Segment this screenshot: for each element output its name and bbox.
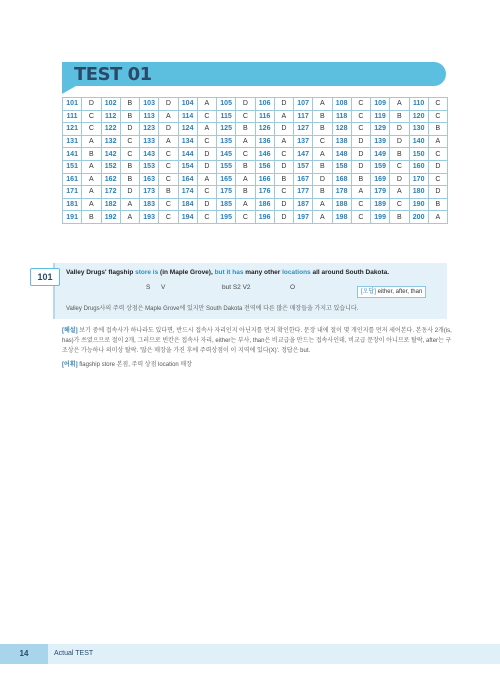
answer-letter-cell: D (351, 148, 370, 161)
answer-letter-cell: A (82, 198, 101, 211)
answer-letter-cell: D (274, 160, 293, 173)
footer-title: Actual TEST (54, 650, 94, 657)
answer-letter-cell: B (390, 211, 409, 224)
answer-letter-cell: A (274, 135, 293, 148)
answer-letter-cell: C (159, 173, 178, 186)
question-number-cell: 122 (101, 123, 120, 136)
question-number-cell: 175 (217, 186, 236, 199)
answer-letter-cell: D (351, 160, 370, 173)
question-number-cell: 189 (371, 198, 390, 211)
question-number-cell: 130 (409, 123, 428, 136)
question-number-cell: 107 (294, 98, 313, 111)
explanation-text: 보기 중에 접속사가 하나라도 있다면, 반드시 접속사 자리인지 아닌지를 먼저 확인한다. 문장 내에 절이 몇 개인지를 먼저 세어본다. 본동사 2개(is, has)가 쓰였으므로 절이 2개, 그러므로 빈칸은 접속사 자리, either는 부사, than은 비교급을 만드는 접속사인데, 비교급 문장이 아니므로 탈락, after는 구조상은 가능하나 의미상 탈락. '많은 매장을 가진 후에 주력상점이 이 지역에 있다(X)'. 정답은 but. (62, 328, 452, 354)
question-number-cell: 170 (409, 173, 428, 186)
question-number-cell: 196 (255, 211, 274, 224)
answer-letter-cell: B (120, 160, 139, 173)
question-number-cell: 135 (217, 135, 236, 148)
question-number-cell: 168 (332, 173, 351, 186)
question-number-cell: 151 (63, 160, 82, 173)
answer-letter-cell: C (159, 211, 178, 224)
answer-letter-cell: D (390, 123, 409, 136)
answer-letter-cell: C (390, 160, 409, 173)
question-number-cell: 101 (63, 98, 82, 111)
answer-row (63, 110, 448, 123)
answer-letter-cell: D (120, 186, 139, 199)
wrong-answer-hint: [오답] either, after, than (357, 286, 426, 298)
question-number-cell: 115 (217, 110, 236, 123)
question-number-cell: 104 (178, 98, 197, 111)
banner-tail (62, 86, 76, 94)
question-number-cell: 188 (332, 198, 351, 211)
question-number-cell: 157 (294, 160, 313, 173)
question-number-cell: 186 (255, 198, 274, 211)
question-number-cell: 110 (409, 98, 428, 111)
question-number-cell: 185 (217, 198, 236, 211)
answer-letter-cell: D (390, 173, 409, 186)
answer-letter-cell: D (197, 198, 216, 211)
test-title-banner (62, 62, 446, 86)
answer-letter-cell: A (428, 211, 447, 224)
question-number-cell: 150 (409, 148, 428, 161)
answer-letter-cell: A (159, 135, 178, 148)
question-translation: Valley Drugs사의 주력 상점은 Maple Grove에 있지만 South Dakota 전역에 다른 많은 매장들을 가지고 있습니다. (66, 306, 359, 312)
question-number-cell: 124 (178, 123, 197, 136)
answer-letter-cell: C (351, 123, 370, 136)
grammar-object: O (290, 284, 296, 291)
question-number-cell: 183 (140, 198, 159, 211)
answer-letter-cell: C (197, 110, 216, 123)
vocab-label: [어휘] (62, 362, 78, 368)
answer-letter-cell: C (428, 148, 447, 161)
question-number-cell: 181 (63, 198, 82, 211)
answer-letter-cell: D (428, 186, 447, 199)
question-number-cell: 184 (178, 198, 197, 211)
question-number-cell: 102 (101, 98, 120, 111)
question-number-cell: 136 (255, 135, 274, 148)
answer-letter-cell: C (274, 186, 293, 199)
question-number-cell: 143 (140, 148, 159, 161)
answer-letter-cell: C (82, 110, 101, 123)
answer-letter-cell: C (274, 148, 293, 161)
test-title: TEST 01 (74, 64, 152, 85)
question-number-cell: 105 (217, 98, 236, 111)
answer-row (63, 98, 448, 111)
answer-letter-cell: B (351, 173, 370, 186)
answer-letter-cell: A (197, 173, 216, 186)
answer-letter-cell: B (390, 148, 409, 161)
question-number-cell: 117 (294, 110, 313, 123)
question-number-cell: 155 (217, 160, 236, 173)
question-number-cell: 162 (101, 173, 120, 186)
explanation-label: [해설] (62, 328, 78, 334)
question-number-cell: 120 (409, 110, 428, 123)
answer-letter-cell: A (120, 211, 139, 224)
answer-letter-cell: A (197, 123, 216, 136)
question-number-cell: 160 (409, 160, 428, 173)
question-number-cell: 114 (178, 110, 197, 123)
question-number-cell: 165 (217, 173, 236, 186)
question-number-cell: 126 (255, 123, 274, 136)
question-number-cell: 118 (332, 110, 351, 123)
question-number-cell: 163 (140, 173, 159, 186)
answer-letter-cell: B (428, 198, 447, 211)
answer-letter-cell: D (197, 148, 216, 161)
answer-letter-cell: B (274, 173, 293, 186)
answer-letter-cell: A (313, 98, 332, 111)
answer-letter-cell: D (159, 123, 178, 136)
answer-letter-cell: D (274, 198, 293, 211)
answer-letter-cell: A (82, 186, 101, 199)
answer-letter-cell: C (159, 160, 178, 173)
question-number-cell: 169 (371, 173, 390, 186)
answer-row (63, 173, 448, 186)
answer-letter-cell: A (82, 160, 101, 173)
answer-letter-cell: B (313, 123, 332, 136)
answer-letter-cell: C (390, 198, 409, 211)
answer-letter-cell: B (82, 211, 101, 224)
question-number-cell: 140 (409, 135, 428, 148)
question-number-cell: 125 (217, 123, 236, 136)
question-number-cell: 166 (255, 173, 274, 186)
grammar-subject: S (146, 284, 151, 291)
answer-letter-cell: D (428, 160, 447, 173)
question-number-cell: 191 (63, 211, 82, 224)
answer-letter-cell: D (159, 98, 178, 111)
answer-letter-cell: D (120, 123, 139, 136)
question-number-cell: 142 (101, 148, 120, 161)
question-number-cell: 172 (101, 186, 120, 199)
answer-letter-cell: A (82, 173, 101, 186)
answer-letter-cell: C (313, 135, 332, 148)
question-number-cell: 154 (178, 160, 197, 173)
answer-letter-cell: A (390, 98, 409, 111)
answer-row (63, 198, 448, 211)
question-number-cell: 113 (140, 110, 159, 123)
question-number-cell: 164 (178, 173, 197, 186)
answer-letter-cell: C (159, 198, 178, 211)
answer-letter-cell: A (159, 110, 178, 123)
answer-letter-cell: C (351, 98, 370, 111)
answer-letter-cell: C (159, 148, 178, 161)
grammar-verb: V (161, 284, 166, 291)
question-number-cell: 167 (294, 173, 313, 186)
question-number-cell: 108 (332, 98, 351, 111)
answer-key-table (62, 97, 448, 224)
answer-letter-cell: C (197, 186, 216, 199)
question-number-cell: 116 (255, 110, 274, 123)
answer-letter-cell: D (313, 173, 332, 186)
question-number-cell: 111 (63, 110, 82, 123)
answer-row (63, 160, 448, 173)
question-number-cell: 103 (140, 98, 159, 111)
answer-letter-cell: D (274, 98, 293, 111)
question-number-cell: 179 (371, 186, 390, 199)
question-number-cell: 133 (140, 135, 159, 148)
question-number-cell: 109 (371, 98, 390, 111)
answer-letter-cell: C (120, 135, 139, 148)
answer-letter-cell: B (313, 186, 332, 199)
question-number-cell: 158 (332, 160, 351, 173)
answer-letter-cell: B (120, 98, 139, 111)
question-number-cell: 129 (371, 123, 390, 136)
question-number-cell: 134 (178, 135, 197, 148)
answer-letter-cell: D (197, 160, 216, 173)
question-number-cell: 156 (255, 160, 274, 173)
question-number-cell: 123 (140, 123, 159, 136)
question-number-cell: 141 (63, 148, 82, 161)
answer-letter-cell: C (236, 211, 255, 224)
answer-letter-cell: A (351, 186, 370, 199)
question-number-cell: 139 (371, 135, 390, 148)
question-number-cell: 195 (217, 211, 236, 224)
question-number-cell: 190 (409, 198, 428, 211)
question-number-cell: 192 (101, 211, 120, 224)
answer-row (63, 211, 448, 224)
answer-letter-cell: A (197, 98, 216, 111)
answer-letter-cell: A (428, 135, 447, 148)
answer-letter-cell: C (428, 173, 447, 186)
question-number-cell: 178 (332, 186, 351, 199)
answer-letter-cell: B (82, 148, 101, 161)
explanation-paragraph (62, 326, 452, 356)
question-number-cell: 177 (294, 186, 313, 199)
question-number-cell: 180 (409, 186, 428, 199)
answer-letter-cell: A (236, 173, 255, 186)
answer-letter-cell: C (82, 123, 101, 136)
answer-letter-cell: D (82, 98, 101, 111)
page-number: 14 (0, 644, 48, 664)
answer-letter-cell: C (197, 135, 216, 148)
question-sentence: Valley Drugs' flagship store is (in Maple Grove), but it has many other locations all around South Dakota. (66, 269, 390, 276)
answer-letter-cell: B (236, 160, 255, 173)
question-number-cell: 198 (332, 211, 351, 224)
question-number-cell: 128 (332, 123, 351, 136)
answer-letter-cell: C (197, 211, 216, 224)
answer-row (63, 123, 448, 136)
answer-letter-cell: B (120, 110, 139, 123)
answer-letter-cell: C (428, 110, 447, 123)
question-number-cell: 193 (140, 211, 159, 224)
question-number-cell: 121 (63, 123, 82, 136)
answer-letter-cell: D (390, 135, 409, 148)
answer-letter-cell: B (390, 110, 409, 123)
answer-letter-cell: B (159, 186, 178, 199)
answer-letter-cell: A (313, 211, 332, 224)
question-number-cell: 132 (101, 135, 120, 148)
question-number-cell: 161 (63, 173, 82, 186)
answer-letter-cell: A (82, 135, 101, 148)
question-number-cell: 153 (140, 160, 159, 173)
answer-letter-cell: B (236, 186, 255, 199)
answer-letter-cell: C (428, 98, 447, 111)
question-number-cell: 171 (63, 186, 82, 199)
question-number-cell: 199 (371, 211, 390, 224)
answer-letter-cell: A (313, 198, 332, 211)
answer-letter-cell: B (236, 123, 255, 136)
question-number-cell: 144 (178, 148, 197, 161)
question-number-badge: 101 (30, 268, 60, 286)
answer-letter-cell: A (313, 148, 332, 161)
answer-letter-cell: C (351, 198, 370, 211)
answer-letter-cell: C (351, 110, 370, 123)
answer-row (63, 186, 448, 199)
question-number-cell: 197 (294, 211, 313, 224)
question-number-cell: 147 (294, 148, 313, 161)
vocab-paragraph (62, 360, 452, 370)
answer-letter-cell: D (274, 211, 293, 224)
question-number-cell: 138 (332, 135, 351, 148)
question-number-cell: 159 (371, 160, 390, 173)
answer-letter-cell: A (236, 135, 255, 148)
question-number-cell: 152 (101, 160, 120, 173)
question-number-cell: 173 (140, 186, 159, 199)
answer-letter-cell: D (274, 123, 293, 136)
question-number-cell: 119 (371, 110, 390, 123)
answer-letter-cell: B (120, 173, 139, 186)
question-number-cell: 131 (63, 135, 82, 148)
question-number-cell: 149 (371, 148, 390, 161)
question-number-cell: 127 (294, 123, 313, 136)
question-number-cell: 112 (101, 110, 120, 123)
question-number-cell: 187 (294, 198, 313, 211)
answer-letter-cell: B (313, 110, 332, 123)
vocab-text: flagship store 본점, 주력 상점 location 매장 (77, 362, 192, 368)
question-number-cell: 148 (332, 148, 351, 161)
answer-letter-cell: C (236, 110, 255, 123)
answer-letter-cell: A (274, 110, 293, 123)
answer-letter-cell: B (428, 123, 447, 136)
question-number-cell: 182 (101, 198, 120, 211)
answer-letter-cell: C (351, 211, 370, 224)
question-number-cell: 200 (409, 211, 428, 224)
question-number-cell: 194 (178, 211, 197, 224)
question-number-cell: 176 (255, 186, 274, 199)
answer-letter-cell: C (120, 148, 139, 161)
answer-letter-cell: C (236, 148, 255, 161)
answer-letter-cell: A (236, 198, 255, 211)
question-number-cell: 106 (255, 98, 274, 111)
grammar-clause2: but S2 V2 (222, 284, 251, 291)
question-number-cell: 146 (255, 148, 274, 161)
answer-letter-cell: D (351, 135, 370, 148)
question-number-cell: 137 (294, 135, 313, 148)
answer-row (63, 135, 448, 148)
question-number-cell: 174 (178, 186, 197, 199)
answer-letter-cell: B (313, 160, 332, 173)
answer-row (63, 148, 448, 161)
answer-letter-cell: D (236, 98, 255, 111)
answer-letter-cell: A (390, 186, 409, 199)
answer-letter-cell: A (120, 198, 139, 211)
question-number-cell: 145 (217, 148, 236, 161)
